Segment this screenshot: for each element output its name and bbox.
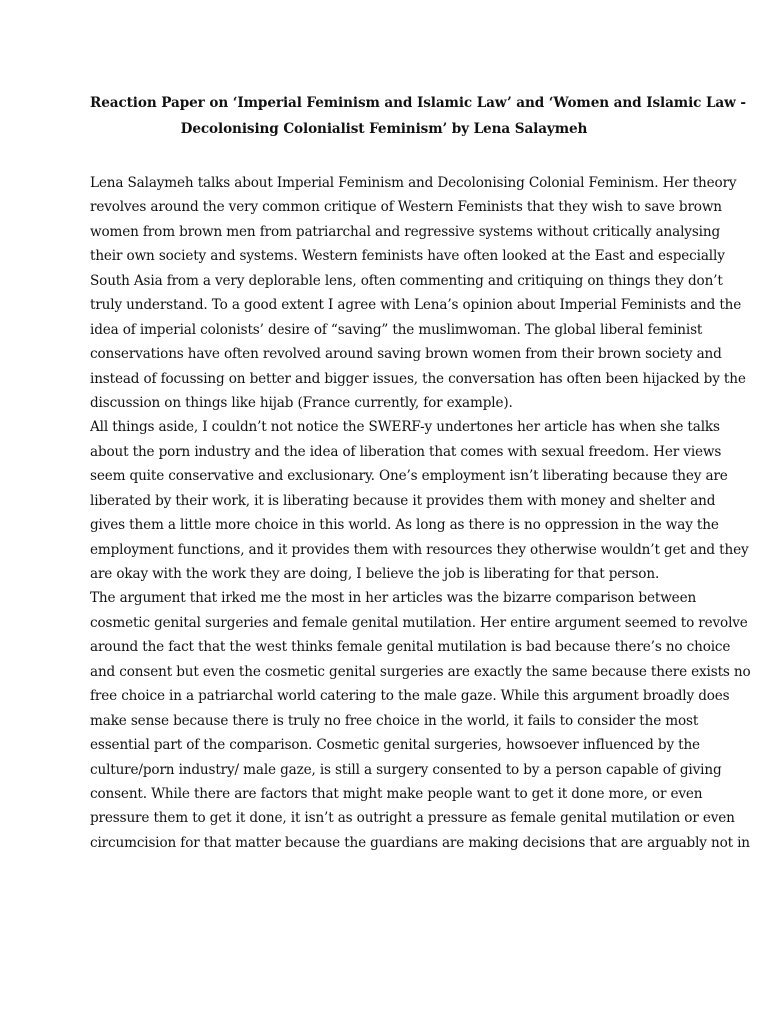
text-line: All things aside, I couldn’t not notice the SWERF-y undertones her article has when she talks [90, 419, 720, 436]
text-line: employment functions, and it provides them with resources they otherwise wouldn’t get and they [90, 541, 749, 558]
text-line: circumcision for that matter because the guardians are making decisions that are arguably not in [90, 834, 750, 851]
title-line: Decolonising Colonialist Feminism’ by Lena Salaymeh [180, 121, 588, 137]
text-line: cosmetic genital surgeries and female genital mutilation. Her entire argument seemed to revolve [90, 614, 748, 631]
title-line: Reaction Paper on ‘Imperial Feminism and Islamic Law’ and ‘Women and Islamic Law - [90, 95, 746, 111]
paper-title [90, 90, 746, 142]
text-line: and consent but even the cosmetic genital surgeries are exactly the same because there exists no [90, 663, 751, 680]
text-line: their own society and systems. Western feminists have often looked at the East and especially [90, 248, 725, 265]
text-line: Lena Salaymeh talks about Imperial Feminism and Decolonising Colonial Feminism. Her theory [90, 175, 737, 191]
text-line: make sense because there is truly no free choice in the world, it fails to consider the most [90, 712, 699, 729]
paper-body [90, 171, 751, 855]
text-line: revolves around the very common critique of Western Feminists that they wish to save brown [90, 199, 722, 216]
text-line: women from brown men from patriarchal and regressive systems without critically analysing [90, 223, 721, 240]
text-line: are okay with the work they are doing, I believe the job is liberating for that person. [90, 566, 660, 582]
text-line: essential part of the comparison. Cosmetic genital surgeries, howsoever influenced by the [90, 737, 700, 754]
text-line: instead of focussing on better and bigger issues, the conversation has often been hijacked by the [90, 370, 746, 387]
text-line: gives them a little more choice in this world. As long as there is no oppression in the way the [90, 517, 719, 534]
text-line: idea of imperial colonists’ desire of “saving” the muslimwoman. The global liberal feminist [90, 321, 703, 338]
text-line: conservations have often revolved around saving brown women from their brown society and [90, 346, 722, 363]
text-line: truly understand. To a good extent I agree with Lena’s opinion about Imperial Feminists and the [90, 297, 742, 314]
text-line: about the porn industry and the idea of liberation that comes with sexual freedom. Her views [90, 443, 722, 460]
text-line: seem quite conservative and exclusionary. One’s employment isn’t liberating because they are [90, 468, 728, 485]
text-line: discussion on things like hijab (France currently, for example). [90, 394, 513, 411]
text-line: The argument that irked me the most in her articles was the bizarre comparison between [90, 590, 697, 607]
text-line: South Asia from a very deplorable lens, often commenting and critiquing on things they don’t [90, 272, 723, 289]
text-line: pressure them to get it done, it isn’t as outright a pressure as female genital mutilation or even [90, 810, 735, 827]
text-line: culture/porn industry/ male gaze, is still a surgery consented to by a person capable of giving [90, 761, 722, 778]
text-line: liberated by their work, it is liberating because it provides them with money and shelter and [90, 492, 716, 509]
text-line: free choice in a patriarchal world catering to the male gaze. While this argument broadly does [90, 688, 730, 705]
text-line: around the fact that the west thinks female genital mutilation is bad because there’s no choice [90, 639, 731, 656]
text-line: consent. While there are factors that might make people want to get it done more, or even [90, 785, 703, 802]
